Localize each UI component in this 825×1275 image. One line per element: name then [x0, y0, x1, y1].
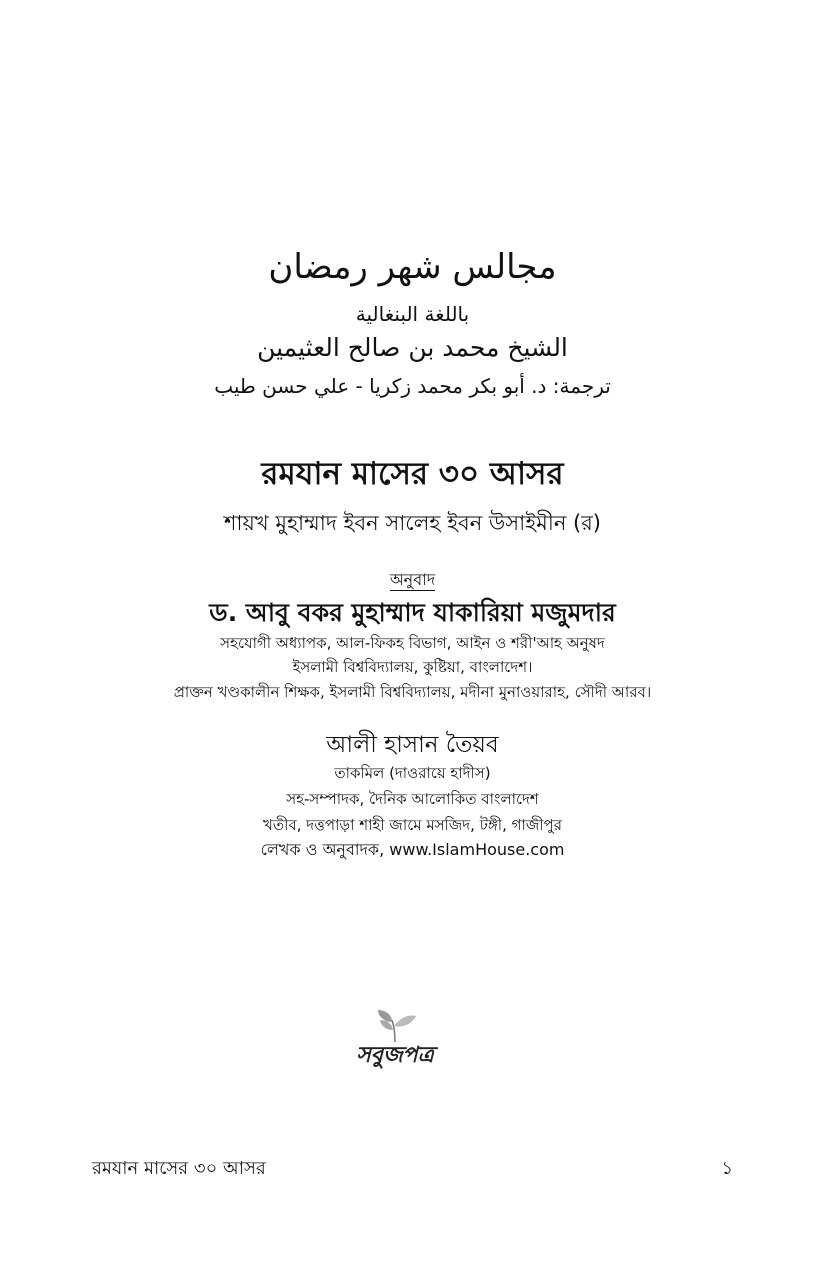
translator-2-position: সহ-সম্পাদক, দৈনিক আলোকিত বাংলাদেশ — [286, 790, 539, 808]
publisher-logo-text: সবুজপত্র — [356, 1043, 434, 1068]
arabic-title: مجالس شهر رمضان — [268, 247, 557, 287]
bengali-title: রমযান মাসের ৩০ আসর — [261, 456, 564, 492]
translation-label-row — [0, 568, 825, 592]
arabic-translation-credit: ترجمة: د. أبو بكر محمد زكريا - علي حسن طيب — [214, 374, 611, 398]
translator-2-name: আলী হাসান তৈয়ব — [326, 732, 499, 758]
translator-1-name: ড. আবু বকর মুহাম্মাদ যাকারিয়া মজুমদার — [209, 598, 616, 627]
publisher-logo — [350, 1008, 440, 1078]
arabic-language-note: باللغة البنغالية — [355, 302, 470, 326]
translator-1-former-position: প্রাক্তন খণ্ডকালীন শিক্ষক, ইসলামী বিশ্ববিদ্যালয়, মদীনা মুনাওয়ারাহ, সৌদী আরব। — [173, 683, 652, 701]
footer-book-title: রমযান মাসের ৩০ আসর — [92, 1158, 266, 1179]
arabic-author: الشيخ محمد بن صالح العثيمين — [257, 333, 568, 362]
translation-label: অনুবাদ — [389, 570, 436, 589]
translator-1-position: সহযোগী অধ্যাপক, আল-ফিকহ বিভাগ, আইন ও শরী'আহ অনুষদ — [220, 634, 605, 652]
page-number: ১ — [721, 1158, 733, 1179]
translator-2-website: লেখক ও অনুবাদক, www.IslamHouse.com — [260, 840, 565, 859]
bengali-author: শায়খ মুহাম্মাদ ইবন সালেহ ইবন উসাইমীন (র) — [224, 511, 601, 535]
translator-2-qualification: তাকমিল (দাওরায়ে হাদীস) — [334, 764, 491, 782]
translator-1-institution: ইসলামী বিশ্ববিদ্যালয়, কুষ্টিয়া, বাংলাদেশ। — [292, 658, 533, 676]
translator-2-khatib: খতীব, দত্তপাড়া শাহী জামে মসজিদ, টঙ্গী, গাজীপুর — [263, 816, 562, 834]
